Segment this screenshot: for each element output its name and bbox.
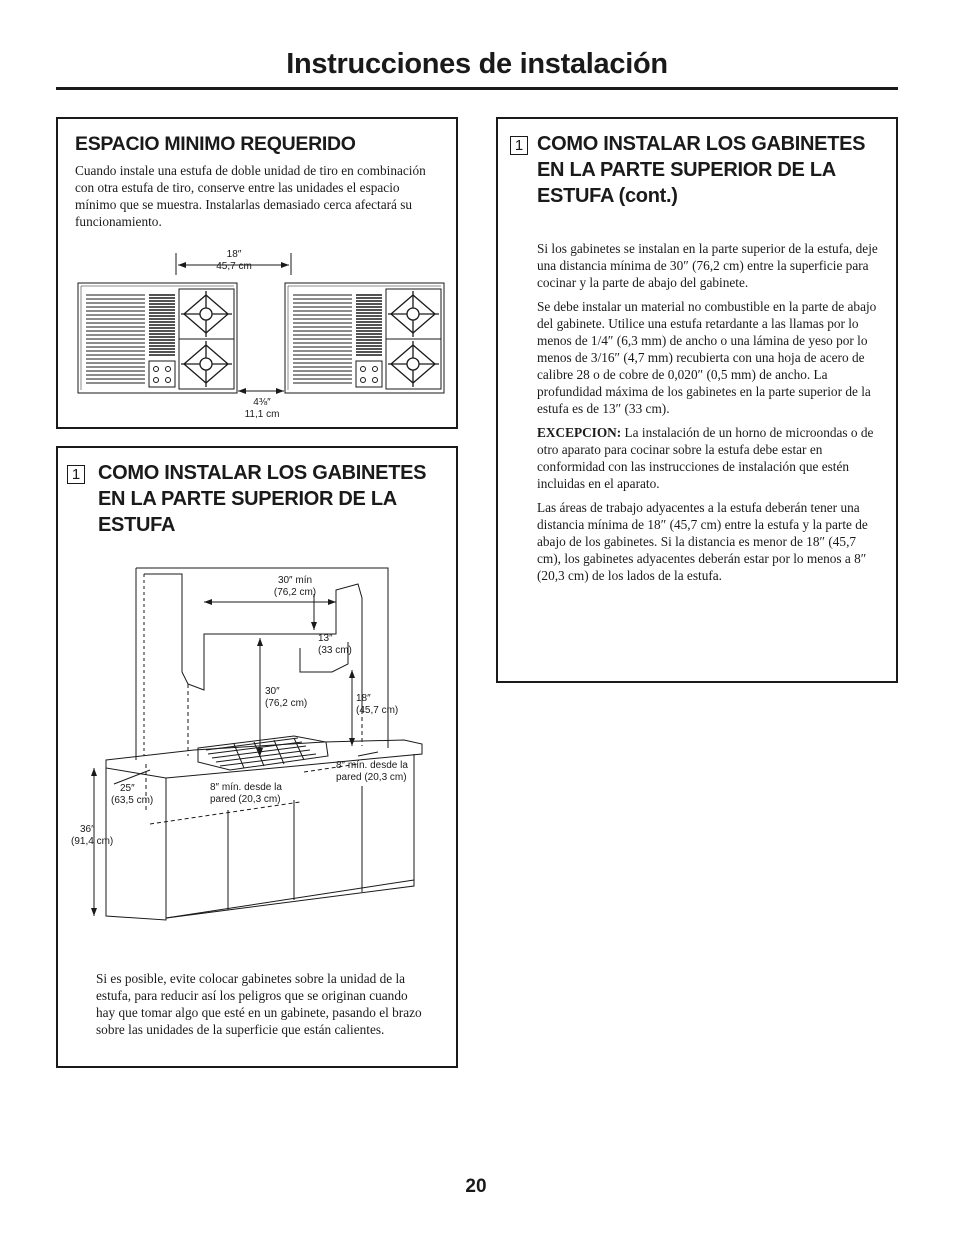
cabinets-cont-body [537,240,882,584]
cooktop-spacing-diagram [58,247,456,427]
dim-bottom-inches: 4⅜″ [253,397,271,408]
label-e-2: pared (20,3 cm) [336,772,407,783]
minimum-space-heading: ESPACIO MINIMO REQUERIDO [75,133,356,155]
cabinets-heading: COMO INSTALAR LOS GABINETES EN LA PARTE SUPERIOR DE LA ESTUFA [98,462,427,536]
dim-bottom-cm: 11,1 cm [244,409,280,420]
label-a-2: (76,2 cm) [273,587,317,598]
title-rule [56,87,898,90]
label-d-2: (45,7 cm) [356,705,399,716]
paragraph-4: Las áreas de trabajo adyacentes a la estufa deberán tener una distancia mínima de 18″ (45,7 cm) entre la estufa y la parte de abajo de los gabinetes. Si la distancia es menor de 18″ (45,7 cm), los gabinetes adyacentes deberán estar por lo menos a 8″ (20,3 cm) de los lados de la estufa. [537,500,868,583]
label-f-1: 25″ [120,783,135,794]
label-b-1: 13″ [318,633,333,644]
cabinets-footer-text: Si es posible, evite colocar gabinetes sobre la unidad de la estufa, para reducir así los peligros que se originan cuando hay que tomar algo que esté en un gabinete, pasando el brazo sobre las unidades de la superficie que están calientes. [96,971,422,1037]
cabinets-box [56,446,458,1068]
exception-label: EXCEPCION: [537,425,622,440]
label-c-1: 30″ [265,686,280,697]
dim-top-cm: 45,7 cm [216,261,252,272]
label-d-1: 18″ [356,693,371,704]
paragraph-2: Se debe instalar un material no combustible en la parte de abajo del gabinete. Utilice una estufa retardante a las llamas por lo menos de 1/4″ (6,3 mm) de ancho o una lámina de yeso por lo menos de 3/16″ (4,7 mm) recubierta con una hoja de acero de calibre 28 o de cobre de 0,020″ (0,5 mm) de ancho. La profundidad máxima de los gabinetes en la parte superior de la estufa es de 13″ (33 cm). [537,299,877,416]
label-g-2: pared (20,3 cm) [210,794,281,805]
label-g-1: 8″ mín. desde la [210,782,282,793]
step-number: 1 [67,465,85,484]
minimum-space-box [56,117,458,429]
cabinet-clearance-diagram [58,560,456,940]
label-e-1: 8″ mín. desde la [336,760,408,771]
left-cooktop [78,283,237,393]
cabinets-cont-heading-text: COMO INSTALAR LOS GABINETES EN LA PARTE SUPERIOR DE LA ESTUFA [537,133,866,207]
step-number-cont: 1 [510,136,528,155]
dim-top-inches: 18″ [226,249,242,260]
label-h-2: (91,4 cm) [71,836,114,847]
minimum-space-text: Cuando instale una estufa de doble unidad de tiro en combinación con otra estufa de tiro, conserve entre las unidades el espacio mínimo que se muestra. Instalarlas demasiado cerca afectará su funcionamiento. [75,163,426,229]
label-h-1: 36″ [80,824,95,835]
cabinets-cont-heading-suffix: (cont.) [618,185,678,207]
page-title: Instrucciones de instalación [286,48,668,80]
cabinets-cont-box [496,117,898,683]
label-c-2: (76,2 cm) [265,698,308,709]
right-cooktop [285,283,444,393]
label-f-2: (63,5 cm) [111,795,154,806]
paragraph-3 [537,424,882,492]
label-a-1: 30″ mín [277,575,313,586]
paragraph-1: Si los gabinetes se instalan en la parte superior de la estufa, deje una distancia mínima de 30″ (76,2 cm) entre la superficie para cocinar y la parte de abajo del gabinete. [537,241,878,290]
page-number: 20 [465,1176,487,1197]
exception-text: La instalación de un horno de microondas o de otro aparato para cocinar sobre la estufa debe estar en conformidad con las instrucciones de instalación que estén incluidas en el aparato. [537,425,874,491]
label-b-2: (33 cm) [318,645,352,656]
cabinets-cont-heading [537,131,867,209]
